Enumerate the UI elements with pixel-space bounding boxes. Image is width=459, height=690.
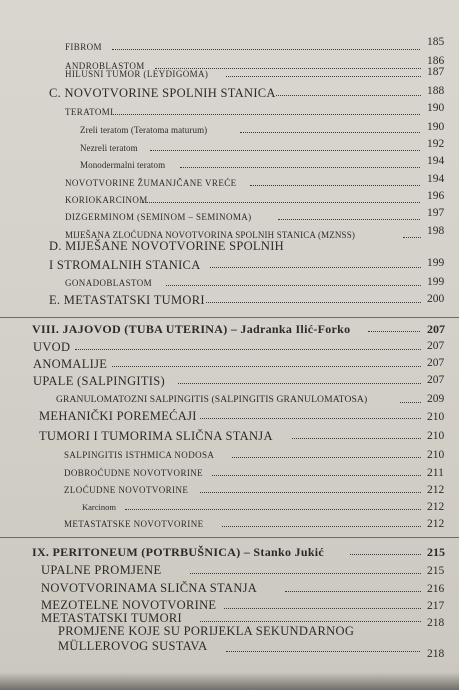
entry-title: DIZGERMINOM (SEMINOM – SEMINOMA) [65,212,252,222]
leader-dots [403,236,421,238]
entry-title: Monodermalni teratom [80,160,166,170]
leader-dots [226,650,420,652]
entry-title: ZLOĆUDNE NOVOTVORINE [64,485,189,495]
entry-page: 207 [427,357,445,369]
entry-page: 211 [427,467,444,479]
leader-dots [112,48,420,50]
entry-page: 217 [427,600,445,612]
leader-dots [240,131,420,133]
entry-page: 199 [427,276,445,288]
leader-dots [350,553,421,555]
entry-page: 207 [427,374,445,386]
entry-page: 210 [427,449,445,461]
entry-page: 207 [427,340,445,352]
entry-title: NOVOTVORINE ŽUMANJČANE VREĆE [65,178,237,188]
entry-page: 210 [427,411,445,423]
entry-page: 199 [427,257,445,269]
leader-dots [222,525,421,527]
leader-dots [210,266,421,268]
entry-title: UVOD [33,340,71,354]
entry-title: NOVOTVORINAMA SLIČNA STANJA [41,581,258,595]
entry-title: E. METASTATSKI TUMORI [49,293,205,307]
entry-page: 212 [427,484,445,496]
leader-dots [178,382,421,384]
entry-page: 212 [427,501,445,513]
entry-page: 186 [427,55,445,67]
entry-title: GONADOBLASTOM [65,278,153,288]
entry-title: Karcinom [82,502,116,512]
entry-page: 212 [427,518,445,530]
leader-dots [226,75,421,77]
entry-title: GRANULOMATOZNI SALPINGITIS (SALPINGITIS GRANULOMATOSA) [56,394,368,405]
entry-page: 210 [427,430,445,442]
leader-dots [224,607,421,609]
entry-page: 196 [427,190,445,202]
entry-title: Nezreli teratom [80,143,138,153]
entry-title: SALPINGITIS ISTHMICA NODOSA [64,450,215,460]
section-divider [0,537,459,538]
entry-title: ANOMALIJE [33,357,108,371]
entry-title: FIBROM [65,42,102,52]
entry-title: TERATOMI [65,107,114,117]
entry-title: MEZOTELNE NOVOTVORINE [41,598,217,612]
chapter-title: VIII. JAJOVOD (TUBA UTERINA) – Jadranka Ilić-Forko [32,322,351,336]
leader-dots [200,491,421,493]
leader-dots [212,474,421,476]
leader-dots [75,348,421,350]
chapter-page: 207 [427,322,445,336]
entry-page: 190 [427,121,445,133]
leader-dots [180,166,420,168]
entry-title: MIJEŠANA ZLOĆUDNA NOVOTVORINA SPOLNIH STANICA (MZNSS) [65,230,355,240]
entry-page: 218 [427,617,445,629]
entry-title: MEHANIČKI POREMEĆAJI [39,409,197,423]
page-bottom-shadow [0,672,459,690]
leader-dots [232,456,421,458]
leader-dots [150,149,420,151]
entry-page: 187 [427,66,445,78]
entry-title: TUMORI I TUMORIMA SLIČNA STANJA [39,429,273,443]
entry-page: 197 [427,207,445,219]
entry-title: METASTATSKE NOVOTVORINE [64,519,204,529]
entry-title: I STROMALNIH STANICA [49,258,201,272]
chapter-title: IX. PERITONEUM (POTRBUŠNICA) – Stanko Jukić [32,545,325,559]
entry-page: 192 [427,138,445,150]
entry-page: 216 [427,583,445,595]
entry-title: METASTATSKI TUMORI [41,611,183,625]
leader-dots [292,437,421,439]
entry-page: 209 [427,393,445,405]
entry-title: D. MIJEŠANE NOVOTVORINE SPOLNIH [49,239,284,253]
leader-dots [113,113,420,115]
leader-dots [190,572,421,574]
leader-dots [276,94,421,96]
entry-page: 194 [427,173,445,185]
leader-dots [400,401,421,403]
entry-title: UPALE (SALPINGITIS) [33,374,165,388]
leader-dots [285,590,421,592]
leader-dots [125,508,421,510]
entry-page: 198 [427,225,445,237]
leader-dots [278,218,420,220]
entry-page: 200 [427,293,445,305]
leader-dots [112,365,421,367]
section-divider [0,317,459,318]
entry-page: 218 [427,648,445,660]
entry-page: 194 [427,155,445,167]
chapter-page: 215 [427,545,445,559]
entry-title: Zreli teratom (Teratoma maturum) [80,125,208,135]
entry-title: HILUSNI TUMOR (LEYDIGOMA) [65,69,209,79]
leader-dots [250,184,420,186]
entry-title: PROMJENE KOJE SU PORIJEKLA SEKUNDARNOG [58,624,355,638]
entry-title: KORIOKARCINOM [65,195,148,205]
leader-dots [200,620,421,622]
leader-dots [200,417,421,419]
leader-dots [142,201,420,203]
leader-dots [166,284,421,286]
entry-title: DOBROĆUDNE NOVOTVORINE [64,468,204,478]
leader-dots [206,301,421,303]
entry-title: MÜLLEROVOG SUSTAVA [58,639,208,653]
entry-page: 185 [427,36,445,48]
entry-title: ANDROBLASTOM [65,61,145,71]
entry-page: 188 [427,85,445,97]
entry-page: 215 [427,565,445,577]
entry-page: 190 [427,102,445,114]
entry-title: UPALNE PROMJENE [41,563,162,577]
leader-dots [368,330,420,332]
entry-title: C. NOVOTVORINE SPOLNIH STANICA [49,86,276,100]
